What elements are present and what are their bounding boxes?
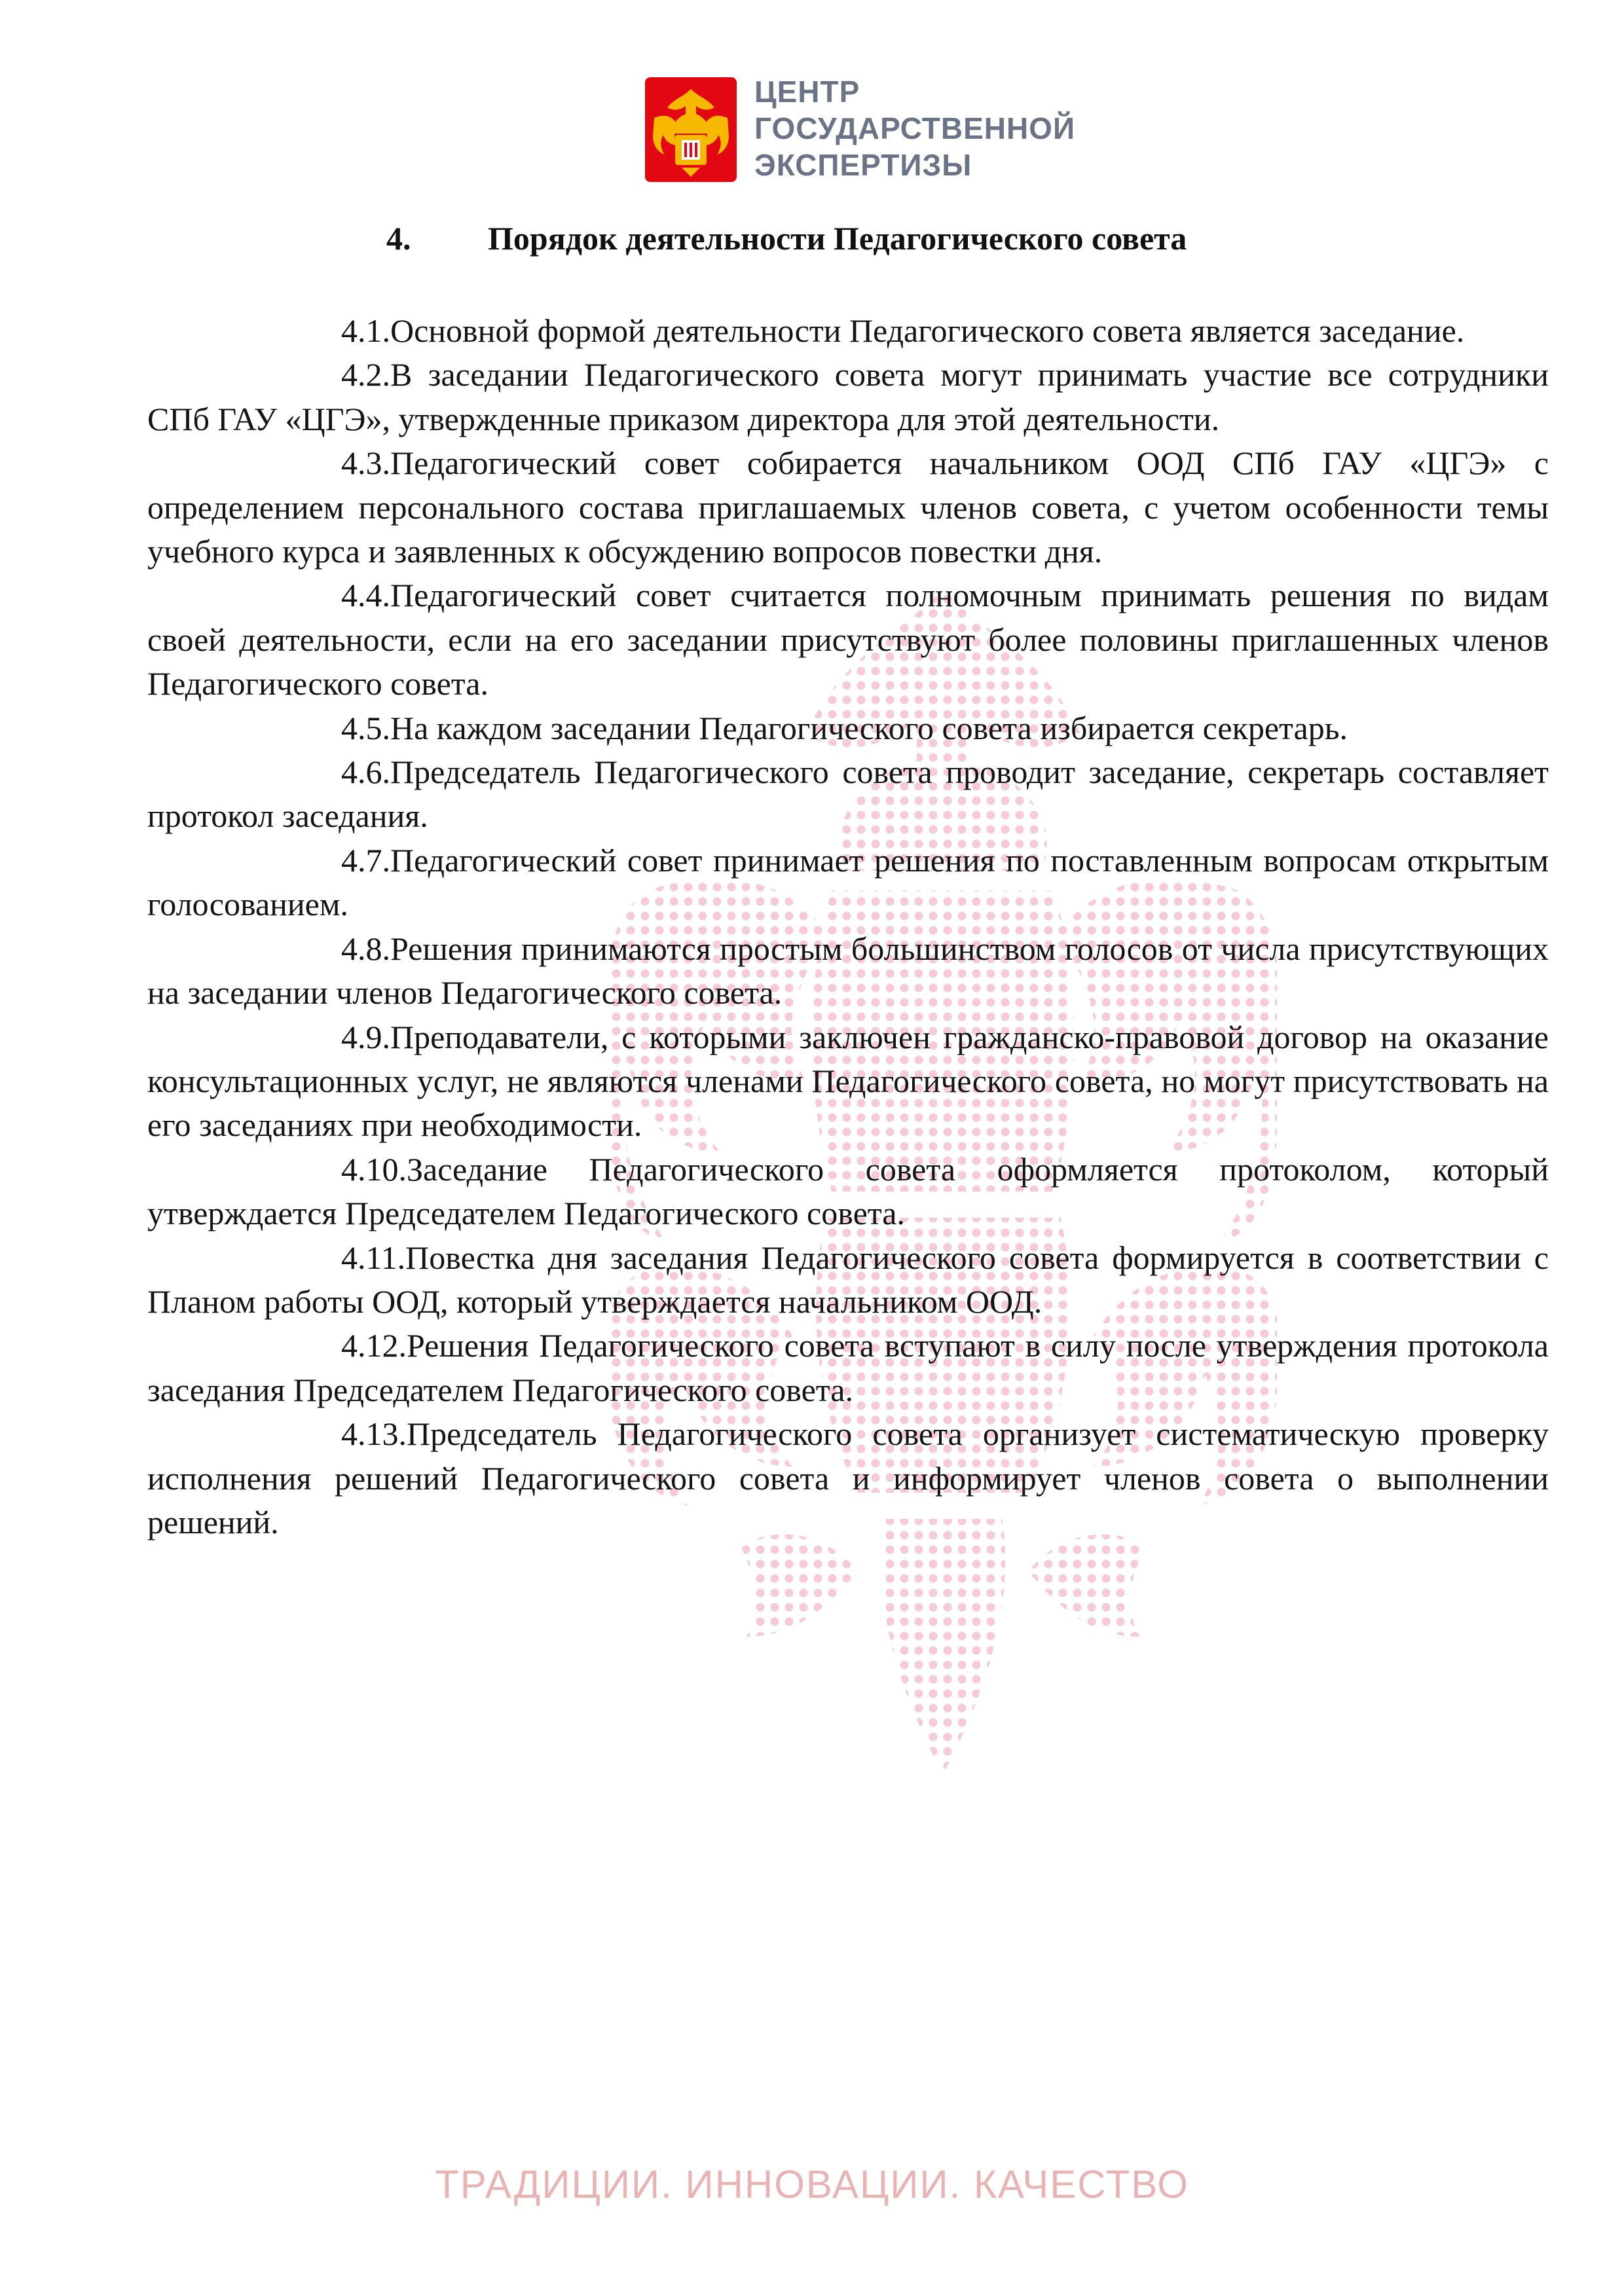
paragraph-text: Председатель Педагогического совета проводит заседание, секретарь составляет протокол заседания. [147, 754, 1549, 835]
paragraph-number: 4.4. [341, 577, 390, 614]
paragraph-text: Председатель Педагогического совета организует систематическую проверку исполнения решений Педагогического совета и информирует членов совета о выполнении решений. [147, 1415, 1549, 1540]
paragraph-number: 4.6. [341, 754, 390, 791]
paragraph-number: 4.8. [341, 930, 390, 967]
paragraph-text: Педагогический совет принимает решения по поставленным вопросам открытым голосованием. [147, 841, 1549, 923]
paragraph-4-2 [147, 353, 1549, 441]
paragraph-text: Заседание Педагогического совета оформляется протоколом, который утверждается Председателем Педагогического совета. [147, 1150, 1549, 1232]
paragraph-text: Основной формой деятельности Педагогического совета является заседание. [390, 312, 1465, 349]
paragraph-text: Педагогический совет считается полномочным принимать решения по видам своей деятельности, если на его заседании присутствуют более половины приглашенных членов Педагогического совета. [147, 577, 1549, 702]
paragraph-text: Решения Педагогического совета вступают в силу после утверждения протокола заседания Председателем Педагогического совета. [147, 1327, 1549, 1408]
organization-logo-text [754, 73, 1076, 183]
paragraph-4-1 [147, 309, 1549, 353]
paragraph-number: 4.3. [341, 445, 390, 482]
paragraph-4-5 [147, 706, 1549, 750]
paragraph-4-12 [147, 1324, 1549, 1412]
paragraph-number: 4.12. [341, 1327, 407, 1364]
paragraph-text: В заседании Педагогического совета могут принимать участие все сотрудники СПб ГАУ «ЦГЭ», утвержденные приказом директора для этой деятельности. [147, 356, 1549, 437]
paragraph-4-10 [147, 1148, 1549, 1236]
paragraph-number: 4.11. [341, 1239, 406, 1276]
logo-line-3: ЭКСПЕРТИЗЫ [754, 148, 972, 182]
footer-motto: ТРАДИЦИИ. ИННОВАЦИИ. КАЧЕСТВО [435, 2162, 1189, 2206]
coat-of-arms-emblem-icon [645, 77, 737, 182]
paragraph-number: 4.5. [341, 709, 390, 746]
paragraph-4-8 [147, 927, 1549, 1015]
paragraph-number: 4.10. [341, 1150, 407, 1188]
logo-line-2: ГОСУДАРСТВЕННОЙ [754, 111, 1076, 145]
paragraph-number: 4.13. [341, 1415, 407, 1453]
section-body [147, 309, 1549, 1544]
paragraph-4-13 [147, 1412, 1549, 1544]
paragraph-text: Повестка дня заседания Педагогического совета формируется в соответствии с Планом работы ООД, который утверждается начальником ООД. [147, 1239, 1549, 1320]
section-title: Порядок деятельности Педагогического совета [488, 220, 1187, 257]
paragraph-4-6 [147, 750, 1549, 839]
paragraph-text: Педагогический совет собирается начальником ООД СПб ГАУ «ЦГЭ» с определением персонального состава приглашаемых членов совета, с учетом особенности темы учебного курса и заявленных к обсуждению вопросов повестки дня. [147, 445, 1549, 570]
section-heading [386, 219, 1369, 257]
paragraph-text: Решения принимаются простым большинством голосов от числа присутствующих на заседании членов Педагогического совета. [147, 930, 1549, 1011]
logo-line-1: ЦЕНТР [754, 75, 860, 109]
paragraph-text: Преподаватели, с которыми заключен гражданско-правовой договор на оказание консультационных услуг, не являются членами Педагогического совета, но могут присутствовать на его заседаниях при необходимости. [147, 1018, 1549, 1144]
paragraph-4-9 [147, 1015, 1549, 1148]
paragraph-4-11 [147, 1236, 1549, 1324]
paragraph-number: 4.2. [341, 356, 390, 393]
section-number: 4. [386, 220, 411, 257]
paragraph-4-3 [147, 441, 1549, 574]
paragraph-4-4 [147, 574, 1549, 706]
paragraph-number: 4.9. [341, 1018, 390, 1055]
paragraph-4-7 [147, 839, 1549, 927]
paragraph-number: 4.1. [341, 312, 390, 349]
paragraph-number: 4.7. [341, 841, 390, 879]
paragraph-text: На каждом заседании Педагогического совета избирается секретарь. [390, 709, 1348, 746]
